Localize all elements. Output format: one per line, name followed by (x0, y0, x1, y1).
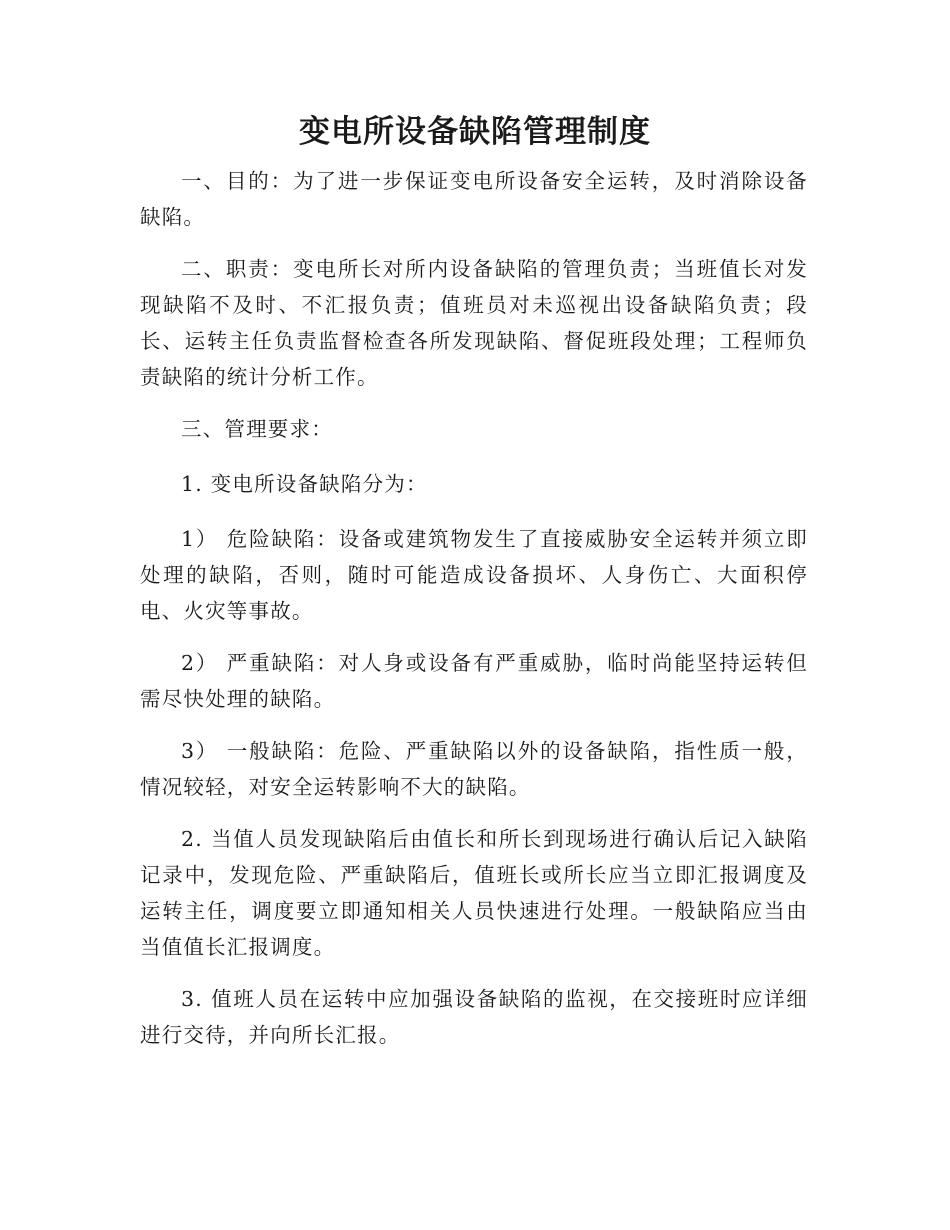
document-title: 变电所设备缺陷管理制度 (299, 114, 651, 150)
paragraph-defect-classification: 1. 变电所设备缺陷分为： (181, 472, 428, 496)
paragraph-critical-defect: 1） 危险缺陷：设备或建筑物发生了直接威胁安全运转并须立即处理的缺陷，否则，随时可能造成设备损坏、人身伤亡、大面积停电、火灾等事故。 (140, 527, 808, 623)
paragraph-requirements-heading: 三、管理要求： (181, 417, 333, 441)
paragraph-general-defect: 3） 一般缺陷：危险、严重缺陷以外的设备缺陷，指性质一般，情况较轻，对安全运转影响不大的缺陷。 (140, 739, 808, 799)
document-body (140, 163, 808, 1069)
paragraph-responsibilities: 二、职责：变电所长对所内设备缺陷的管理负责；当班值长对发现缺陷不及时、不汇报负责；值班员对未巡视出设备缺陷负责；段长、运转主任负责监督检查各所发现缺陷、督促班段处理；工程师负责缺陷的统计分析工作。 (140, 257, 808, 389)
paragraph-reporting-procedure: 2. 当值人员发现缺陷后由值长和所长到现场进行确认后记入缺陷记录中，发现危险、严重缺陷后，值班长或所长应当立即汇报调度及运转主任，调度要立即通知相关人员快速进行处理。一般缺陷应当由当值值长汇报调度。 (140, 827, 808, 959)
paragraph-purpose: 一、目的：为了进一步保证变电所设备安全运转，及时消除设备缺陷。 (140, 169, 808, 229)
paragraph-serious-defect: 2） 严重缺陷：对人身或设备有严重威胁，临时尚能坚持运转但需尽快处理的缺陷。 (140, 651, 808, 711)
paragraph-shift-monitoring: 3. 值班人员在运转中应加强设备缺陷的监视，在交接班时应详细进行交待，并向所长汇报。 (140, 987, 808, 1047)
